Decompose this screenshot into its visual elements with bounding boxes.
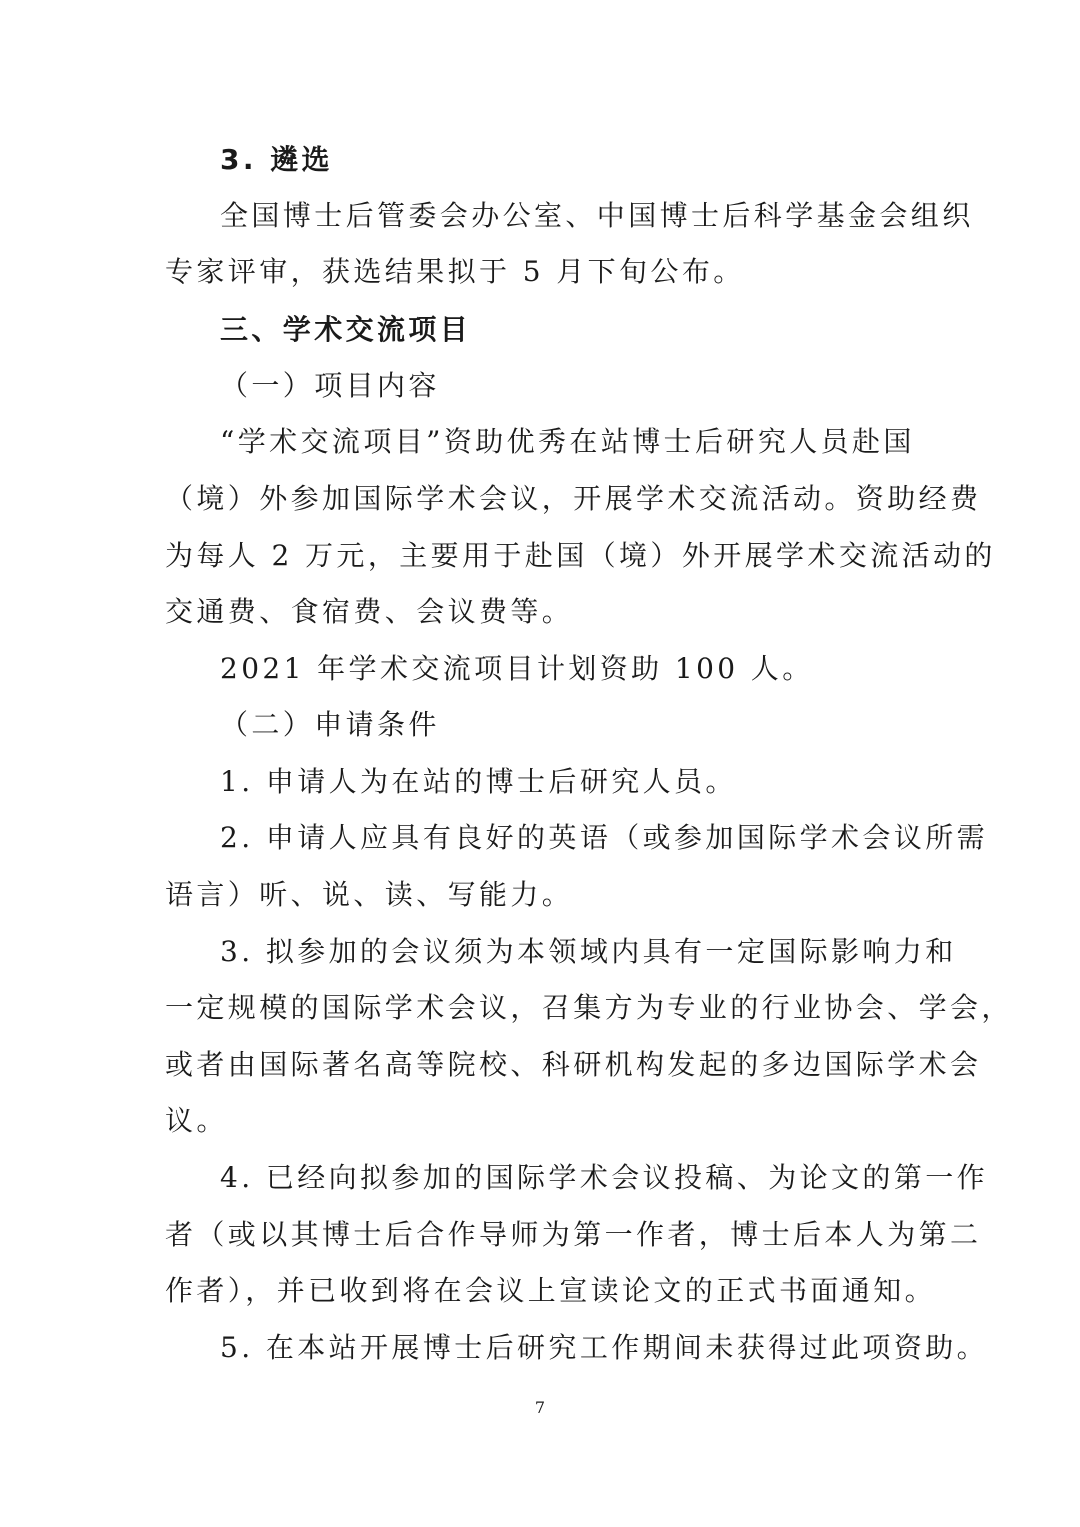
paragraph-line: 为每人 2 万元，主要用于赴国（境）外开展学术交流活动的 [165, 539, 996, 572]
condition-line: 1. 申请人为在站的博士后研究人员。 [220, 765, 737, 798]
condition-line: 议。 [165, 1104, 228, 1137]
condition-line: 2. 申请人应具有良好的英语（或参加国际学术会议所需 [220, 821, 989, 854]
condition-line: 5. 在本站开展博士后研究工作期间未获得过此项资助。 [220, 1331, 989, 1364]
subheading-content: （一）项目内容 [220, 369, 440, 402]
section-heading: 三、学术交流项目 [220, 313, 472, 346]
condition-line: 一定规模的国际学术会议，召集方为专业的行业协会、学会， [165, 991, 1013, 1024]
heading-selection: 3. 遴选 [220, 143, 333, 176]
condition-line: 作者），并已收到将在会议上宣读论文的正式书面通知。 [165, 1274, 937, 1307]
paragraph-line: （境）外参加国际学术会议，开展学术交流活动。资助经费 [165, 482, 982, 515]
subheading-conditions: （二）申请条件 [220, 708, 440, 741]
condition-line: 3. 拟参加的会议须为本领域内具有一定国际影响力和 [220, 935, 957, 968]
condition-line: 者（或以其博士后合作导师为第一作者，博士后本人为第二 [165, 1218, 982, 1251]
paragraph-line: “学术交流项目”资助优秀在站博士后研究人员赴国 [220, 425, 915, 458]
paragraph-line: 交通费、食宿费、会议费等。 [165, 595, 574, 628]
condition-line: 或者由国际著名高等院校、科研机构发起的多边国际学术会 [165, 1048, 982, 1081]
paragraph-line: 全国博士后管委会办公室、中国博士后科学基金会组织 [220, 199, 974, 232]
paragraph-line: 专家评审，获选结果拟于 5 月下旬公布。 [165, 255, 745, 288]
page-number: 7 [534, 1398, 546, 1417]
paragraph-line: 2021 年学术交流项目计划资助 100 人。 [220, 652, 814, 685]
condition-line: 语言）听、说、读、写能力。 [165, 878, 574, 911]
condition-line: 4. 已经向拟参加的国际学术会议投稿、为论文的第一作 [220, 1161, 989, 1194]
